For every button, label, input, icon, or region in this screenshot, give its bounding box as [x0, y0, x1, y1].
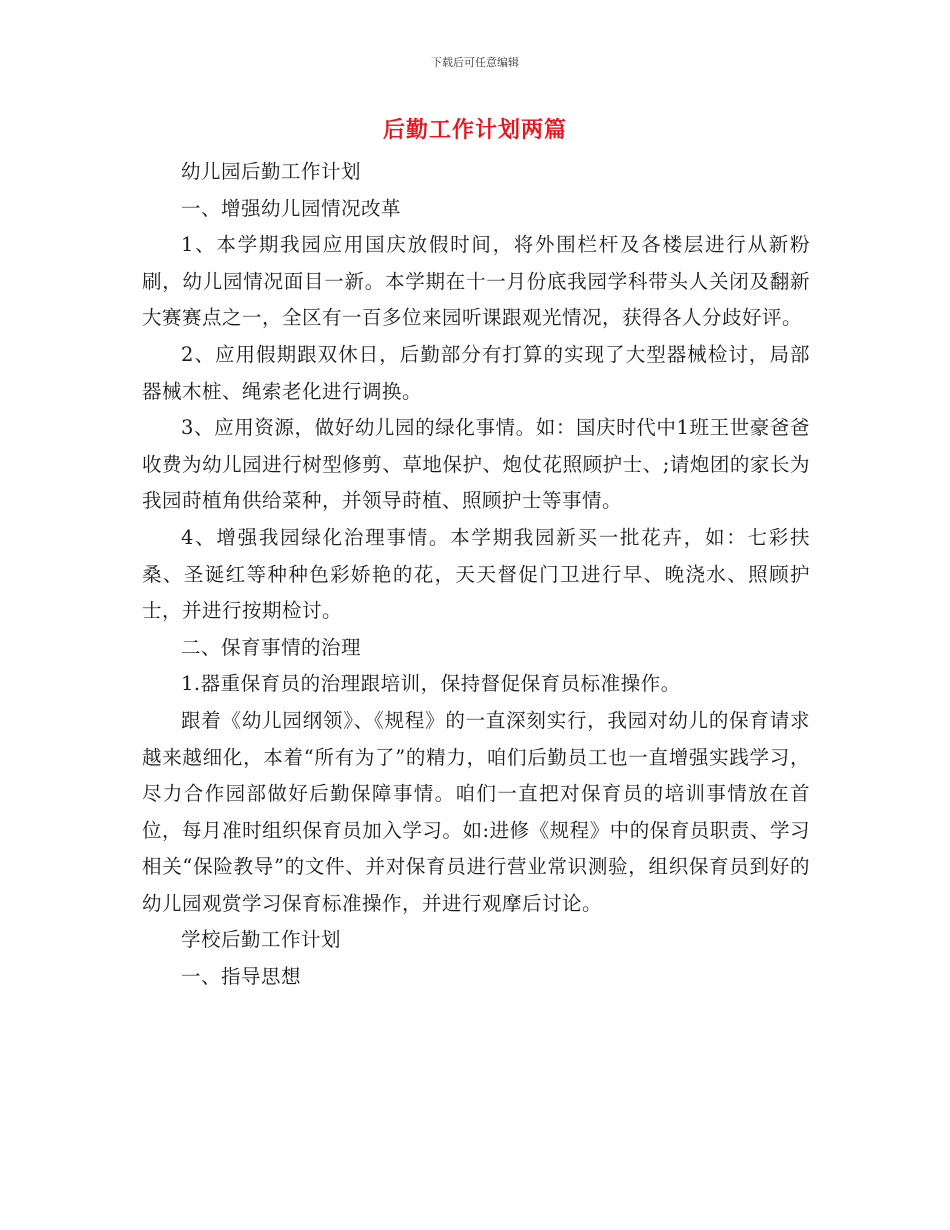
paragraph-childcare-1: 1.器重保育员的治理跟培训，保持督促保育员标准操作。: [181, 672, 681, 696]
paragraph-item-1: 1、本学期我园应用国庆放假时间，将外围栏杆及各楼层进行从新粉刷，幼儿园情况面目一新。本学期在十一月份底我园学科带头人关闭及翻新大赛赛点之一，全区有一百多位来园听课跟观光情况，获得各人分歧好评。: [142, 233, 810, 330]
section-heading-environment: 一、增强幼儿园情况改革: [181, 196, 402, 220]
document-title: 后勤工作计划两篇: [382, 118, 567, 143]
section-heading-kindergarten-plan: 幼儿园后勤工作计划: [181, 160, 362, 183]
section-heading-guiding-thought: 一、指导思想: [181, 965, 302, 989]
header-note: 下载后可任意编辑: [431, 56, 519, 69]
paragraph-item-3: 3、应用资源，做好幼儿园的绿化事情。如：国庆时代中1班王世豪爸爸收费为幼儿园进行树型修剪、草地保护、炮仗花照顾护士、;请炮团的家长为我园莳植角供给菜种，并领导莳植、照顾护士等事情。: [142, 416, 810, 513]
paragraph-item-2: 2、应用假期跟双休日，后勤部分有打算的实现了大型器械检讨，局部器械木桩、绳索老化进行调换。: [142, 342, 810, 403]
paragraph-childcare-training: 跟着《幼儿园纲领》、《规程》的一直深刻实行，我园对幼儿的保育请求越来越细化，本着“所有为了”的精力，咱们后勤员工也一直增强实践学习，尽力合作园部做好后勤保障事情。咱们一直把对保育员的培训事情放在首位，每月准时组织保育员加入学习。如:进修《规程》中的保育员职责、学习相关“保险教导”的文件、并对保育员进行营业常识测验，组织保育员到好的幼儿园观赏学习保育标准操作，并进行观摩后讨论。: [142, 708, 810, 915]
section-heading-school-plan: 学校后勤工作计划: [181, 928, 342, 952]
paragraph-item-4: 4、增强我园绿化治理事情。本学期我园新买一批花卉，如：七彩扶桑、圣诞红等种种色彩娇艳的花，天天督促门卫进行早、晚浇水、照顾护士，并进行按期检讨。: [142, 525, 810, 623]
document-body: [142, 154, 810, 996]
section-heading-childcare: 二、保育事情的治理: [181, 635, 362, 659]
